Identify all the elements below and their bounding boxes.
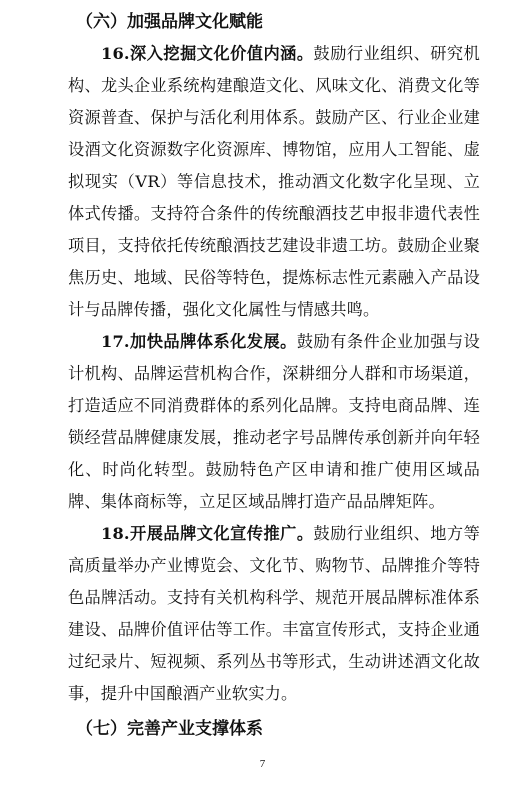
paragraph-17-lead: 17.加快品牌体系化发展。	[101, 332, 297, 351]
section-6-heading: （六）加强品牌文化赋能	[76, 12, 263, 32]
paragraph-18	[68, 518, 480, 710]
section-7-heading: （七）完善产业支撑体系	[76, 719, 263, 739]
paragraph-16	[68, 38, 480, 326]
paragraph-18-lead: 18.开展品牌文化宣传推广。	[101, 524, 314, 543]
page-number: 7	[259, 758, 266, 770]
paragraph-16-lead: 16.深入挖掘文化价值内涵。	[101, 44, 314, 63]
paragraph-17-body: 鼓励有条件企业加强与设计机构、品牌运营机构合作，深耕细分人群和市场渠道，打造适应不同消费群体的系列化品牌。支持电商品牌、连锁经营品牌健康发展，推动老字号品牌传承创新并向年轻化、时尚化转型。鼓励特色产区申请和推广使用区域品牌、集体商标等，立足区域品牌打造产品品牌矩阵。	[68, 332, 481, 511]
paragraph-18-body: 鼓励行业组织、地方等高质量举办产业博览会、文化节、购物节、品牌推介等特色品牌活动。支持有关机构科学、规范开展品牌标准体系建设、品牌价值评估等工作。丰富宣传形式，支持企业通过纪录片、短视频、系列丛书等形式，生动讲述酒文化故事，提升中国酿酒产业软实力。	[68, 524, 481, 703]
paragraph-16-body: 鼓励行业组织、研究机构、龙头企业系统构建酿造文化、风味文化、消费文化等资源普查、保护与活化利用体系。鼓励产区、行业企业建设酒文化资源数字化资源库、博物馆，应用人工智能、虚拟现实（VR）等信息技术，推动酒文化数字化呈现、立体式传播。支持符合条件的传统酿酒技艺申报非遗代表性项目，支持依托传统酿酒技艺建设非遗工坊。鼓励企业聚焦历史、地域、民俗等特色，提炼标志性元素融入产品设计与品牌传播，强化文化属性与情感共鸣。	[68, 44, 481, 319]
paragraph-17	[68, 326, 480, 518]
